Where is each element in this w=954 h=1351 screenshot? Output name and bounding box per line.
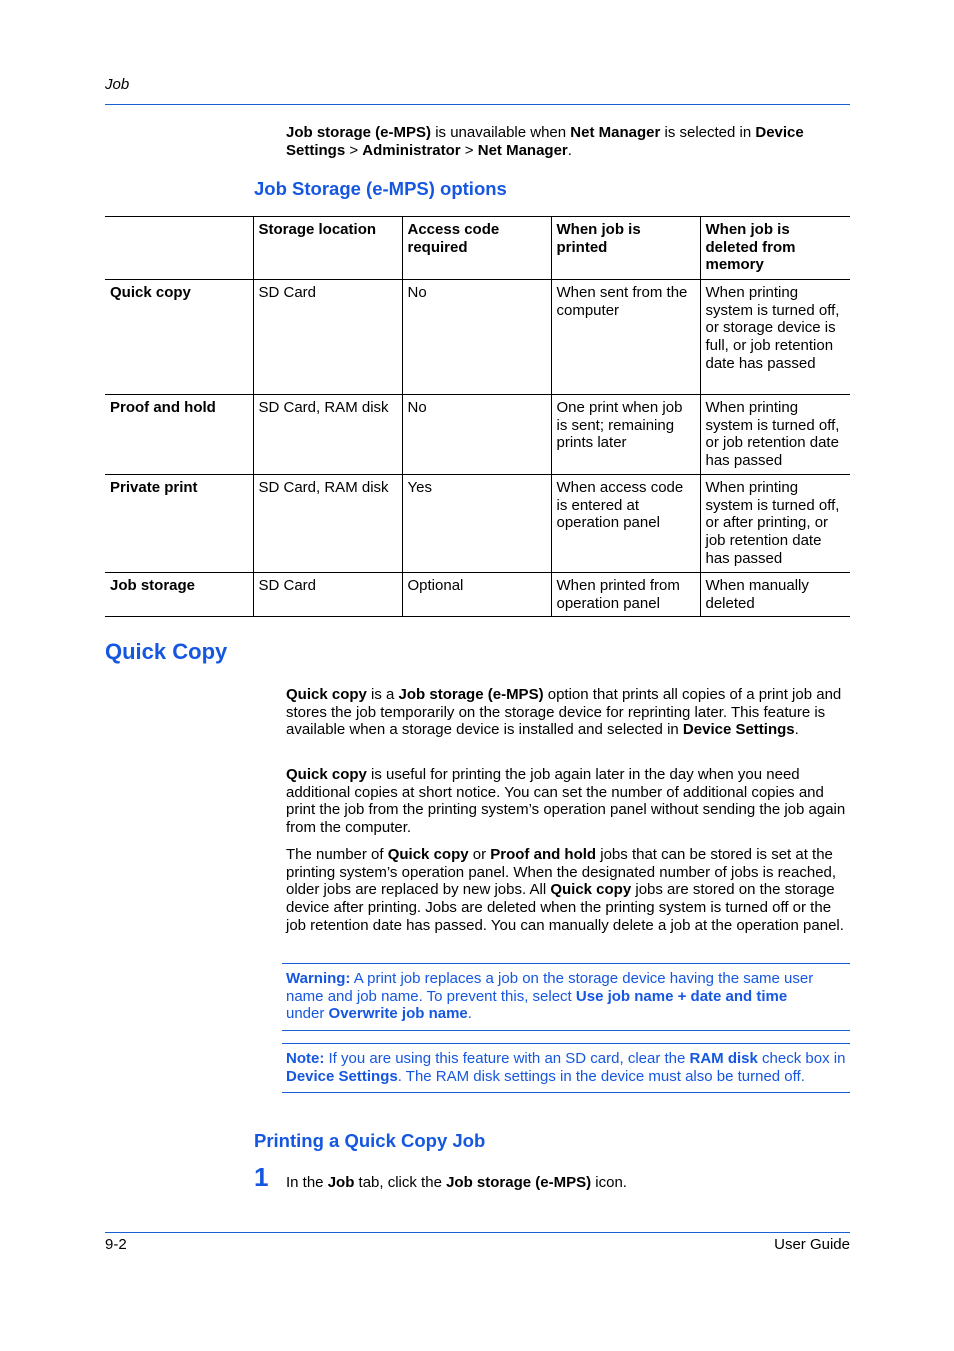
storage-options-table [105,216,850,617]
table-cell: When manually deleted [700,573,850,617]
step-number: 1 [254,1162,269,1192]
quick-copy-paragraph-3: The number of Quick copy or Proof and hold jobs that can be stored is set at the printing system’s operation panel. When the designated number of jobs is reached, older jobs are replaced by new jobs. All Quick copy jobs are stored on the storage device after printing. Jobs are deleted when the printing system is turned off or the job retention date has passed. You can manually delete a job at the operation panel. [286,846,844,934]
note-label: Note: [286,1050,325,1067]
quick-copy-heading: Quick Copy [105,639,228,664]
running-header: Job [105,76,130,93]
table-cell: When sent from the computer [551,280,700,395]
table-cell: No [402,280,551,395]
table-row [105,573,850,617]
warning-bottom-rule [282,1030,850,1031]
warning-box [282,963,850,1031]
note-text: Note: If you are using this feature with an SD card, clear the RAM disk check box in Device Settings. The RAM disk settings in the device must also be turned off. [286,1050,846,1085]
table-header-cell: When job is deleted from memory [700,217,850,280]
page-number: 9-2 [105,1236,127,1253]
table-header-cell: Access code required [402,217,551,280]
table-row [105,280,850,395]
table-cell: When printing system is turned off, or storage device is full, or job retention date has passed [700,280,850,395]
table-cell: SD Card, RAM disk [253,395,402,475]
quick-copy-paragraph-2: Quick copy is useful for printing the job again later in the day when you need additional copies at short notice. You can set the number of additional copies and print the job from the printing system’s operation panel without sending the job again from the computer. [286,766,846,837]
row-label: Quick copy [110,284,191,301]
table-header-cell [105,217,253,280]
quick-copy-paragraph-1: Quick copy is a Job storage (e-MPS) option that prints all copies of a print job and stores the job temporarily on the storage device for reprinting later. This feature is available when a storage device is installed and selected in Device Settings. [286,686,842,739]
row-label: Private print [110,479,198,496]
table-cell: Yes [402,475,551,573]
table-cell: When printed from operation panel [551,573,700,617]
intro-paragraph: Job storage (e-MPS) is unavailable when Net Manager is selected in Device Settings > Administrator > Net Manager. [286,124,804,159]
table-cell: SD Card [253,573,402,617]
warning-text: Warning: A print job replaces a job on the storage device having the same user name and job name. To prevent this, select Use job name + date and time under Overwrite job name. [286,970,814,1023]
step-text: In the Job tab, click the Job storage (e-MPS) icon. [286,1174,627,1191]
options-heading: Job Storage (e-MPS) options [254,178,507,199]
table-row [105,475,850,573]
table-cell: SD Card [253,280,402,395]
row-label: Job storage [110,577,196,594]
note-bottom-rule [282,1092,850,1093]
table-cell: When printing system is turned off, or after printing, or job retention date has passed [700,475,850,573]
table-cell: When printing system is turned off, or job retention date has passed [700,395,850,475]
table-cell: SD Card, RAM disk [253,475,402,573]
note-box [282,1043,850,1093]
table-cell: No [402,395,551,475]
printing-heading: Printing a Quick Copy Job [254,1130,486,1151]
footer-title: User Guide [774,1236,850,1253]
table-row [105,395,850,475]
table-cell: Optional [402,573,551,617]
table-header-row [105,217,850,280]
table-cell: When access code is entered at operation panel [551,475,700,573]
footer-rule [105,1232,850,1233]
table-header-cell: Storage location [253,217,402,280]
header-rule [105,104,850,105]
row-label: Proof and hold [110,399,216,416]
table-header-cell: When job is printed [551,217,700,280]
table-cell: One print when job is sent; remaining prints later [551,395,700,475]
warning-label: Warning: [286,970,351,987]
